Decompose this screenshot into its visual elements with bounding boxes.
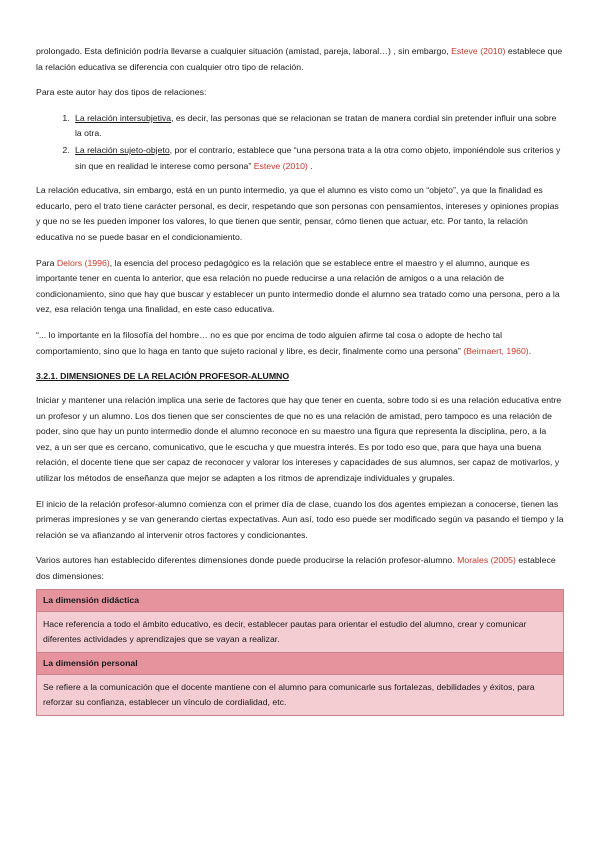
paragraph-dimensions-2: El inicio de la relación profesor-alumno comienza con el primer día de clase, cuando los dos agentes empiezan a conocerse, tienen las primeras impresiones y se van generando ciertas expectativas. Aun así, todo eso puede ser modificado según va pasando el tiempo y la relación se va afianzando al intervenir otros factores y condicionantes. bbox=[36, 498, 564, 540]
citation-beirnaert-link[interactable]: (Beirnaert, 1960) bbox=[463, 345, 529, 356]
citation-morales-link[interactable]: Morales (2005) bbox=[457, 555, 516, 566]
intro-text-2: establece que la relación educativa se diferencia con cualquier otro tipo de relación. bbox=[36, 46, 563, 72]
paragraph-delors bbox=[36, 256, 564, 318]
term-subject-object-text: , por el contrario, establece que “una persona trata a la otra como objeto, imponiéndole sus criterios y sin que en realidad le interese como persona” bbox=[75, 144, 561, 171]
dimension-personal-title: La dimensión personal bbox=[37, 652, 564, 674]
term-subject-object-tail: . bbox=[310, 160, 313, 171]
types-intro: Para este autor hay dos tipos de relaciones: bbox=[36, 87, 207, 98]
list-item bbox=[72, 111, 564, 142]
citation-esteve-link[interactable]: Esteve (2010) bbox=[451, 46, 506, 56]
paragraph-intermediate: La relación educativa, sin embargo, está en un punto intermedio, ya que el alumno es visto como un “objeto”, ya que la finalidad es educarlo, pero el trato tiene carácter personal, es decir, respetando que son personas con pensamientos, intereses y opiniones propias y que no se les pueden imponer los valores, lo que tienen que sentir, pensar, cómo tienen que actuar, etc. Por tanto, la relación educativa no se puede basar en el condicionamiento. bbox=[36, 185, 559, 242]
intro-text-1: prolongado. Esta definición podría llevarse a cualquier situación (amistad, pareja, laboral…) , sin embargo, bbox=[36, 46, 449, 56]
delors-text: , la esencia del proceso pedagógico es la relación que se establece entre el maestro y el alumno, aunque es importante tener en cuenta lo anterior, que esa relación no puede reducirse a una relación de amigos o a una relación de condicionamiento, sino que hay que buscar y establecer un punto intermedio donde el alumno sea tratado como una persona, pero a la vez, esa relación tenga una finalidad, en este caso educativa. bbox=[36, 257, 560, 315]
term-subject-object: La relación sujeto-objeto bbox=[75, 144, 170, 155]
citation-delors-link[interactable]: Delors (1996) bbox=[56, 257, 110, 268]
table-row bbox=[37, 674, 564, 715]
quote-paragraph bbox=[36, 328, 564, 359]
quote-tail: . bbox=[528, 345, 532, 356]
citation-esteve-link-2[interactable]: Esteve (2010) bbox=[253, 160, 308, 171]
intro-paragraph bbox=[36, 44, 564, 75]
morales-text: Varios autores han establecido diferentes dimensiones donde puede producirse la relación profesor-alumno. bbox=[36, 555, 455, 566]
paragraph-dimensions-1: Iniciar y mantener una relación implica una serie de factores que hay que tener en cuenta, sobre todo si es una relación educativa entre un profesor y un alumno. Los dos tienen que ser conscientes de que no es una relación de amistad, pero tampoco es una relación de poder, sino que hay un punto intermedio donde el alumno reconoce en su maestro una figura que representa la disciplina, pero, a la vez, a un ser que es cercano, comunicativo, que le escucha y que muestra interés. Es por todo eso que, para que haya una buena relación, el docente tiene que ser capaz de reconocer y valorar los intereses y capacidades de sus alumnos, ser capaz de motivarlos, y utilizar los métodos de enseñanza que mejor se adapten a los ritmos de aprendizaje individuales y grupales. bbox=[36, 395, 562, 484]
table-row bbox=[37, 652, 564, 674]
table-row bbox=[37, 589, 564, 611]
table-row bbox=[37, 611, 564, 652]
morales-tail: establece dos dimensiones: bbox=[36, 555, 556, 582]
term-intersubjective: La relación intersubjetiva bbox=[75, 112, 172, 123]
delors-prefix: Para bbox=[36, 257, 55, 268]
dimension-personal-description: Se refiere a la comunicación que el docente mantiene con el alumno para comunicarle sus fortalezas, debilidades y éxitos, para reforzar su confianza, establecer un vínculo de cordialidad, etc. bbox=[37, 674, 564, 715]
list-item bbox=[72, 143, 564, 174]
section-heading: 3.2.1. DIMENSIONES DE LA RELACIÓN PROFESOR-ALUMNO bbox=[36, 371, 290, 382]
relation-types-list bbox=[36, 111, 564, 174]
dimension-didactic-description: Hace referencia a todo el ámbito educativo, es decir, establecer pautas para orientar el estudio del alumno, crear y comunicar diferentes actividades y aprendizajes que se vayan a realizar. bbox=[37, 611, 564, 652]
paragraph-morales bbox=[36, 553, 564, 584]
term-intersubjective-text: , es decir, las personas que se relacionan se tratan de manera cordial sin pretender influir una sobre la otra. bbox=[75, 112, 557, 139]
dimension-didactic-title: La dimensión didáctica bbox=[37, 589, 564, 611]
quote-text: “... lo importante en la filosofía del hombre… no es que por encima de todo alguien afirme tal cosa o adopte de hecho tal comportamiento, sino que lo haga en tanto que sujeto racional y libre, es decir, finalmente como una persona” bbox=[36, 329, 503, 356]
dimensions-table bbox=[36, 589, 564, 716]
